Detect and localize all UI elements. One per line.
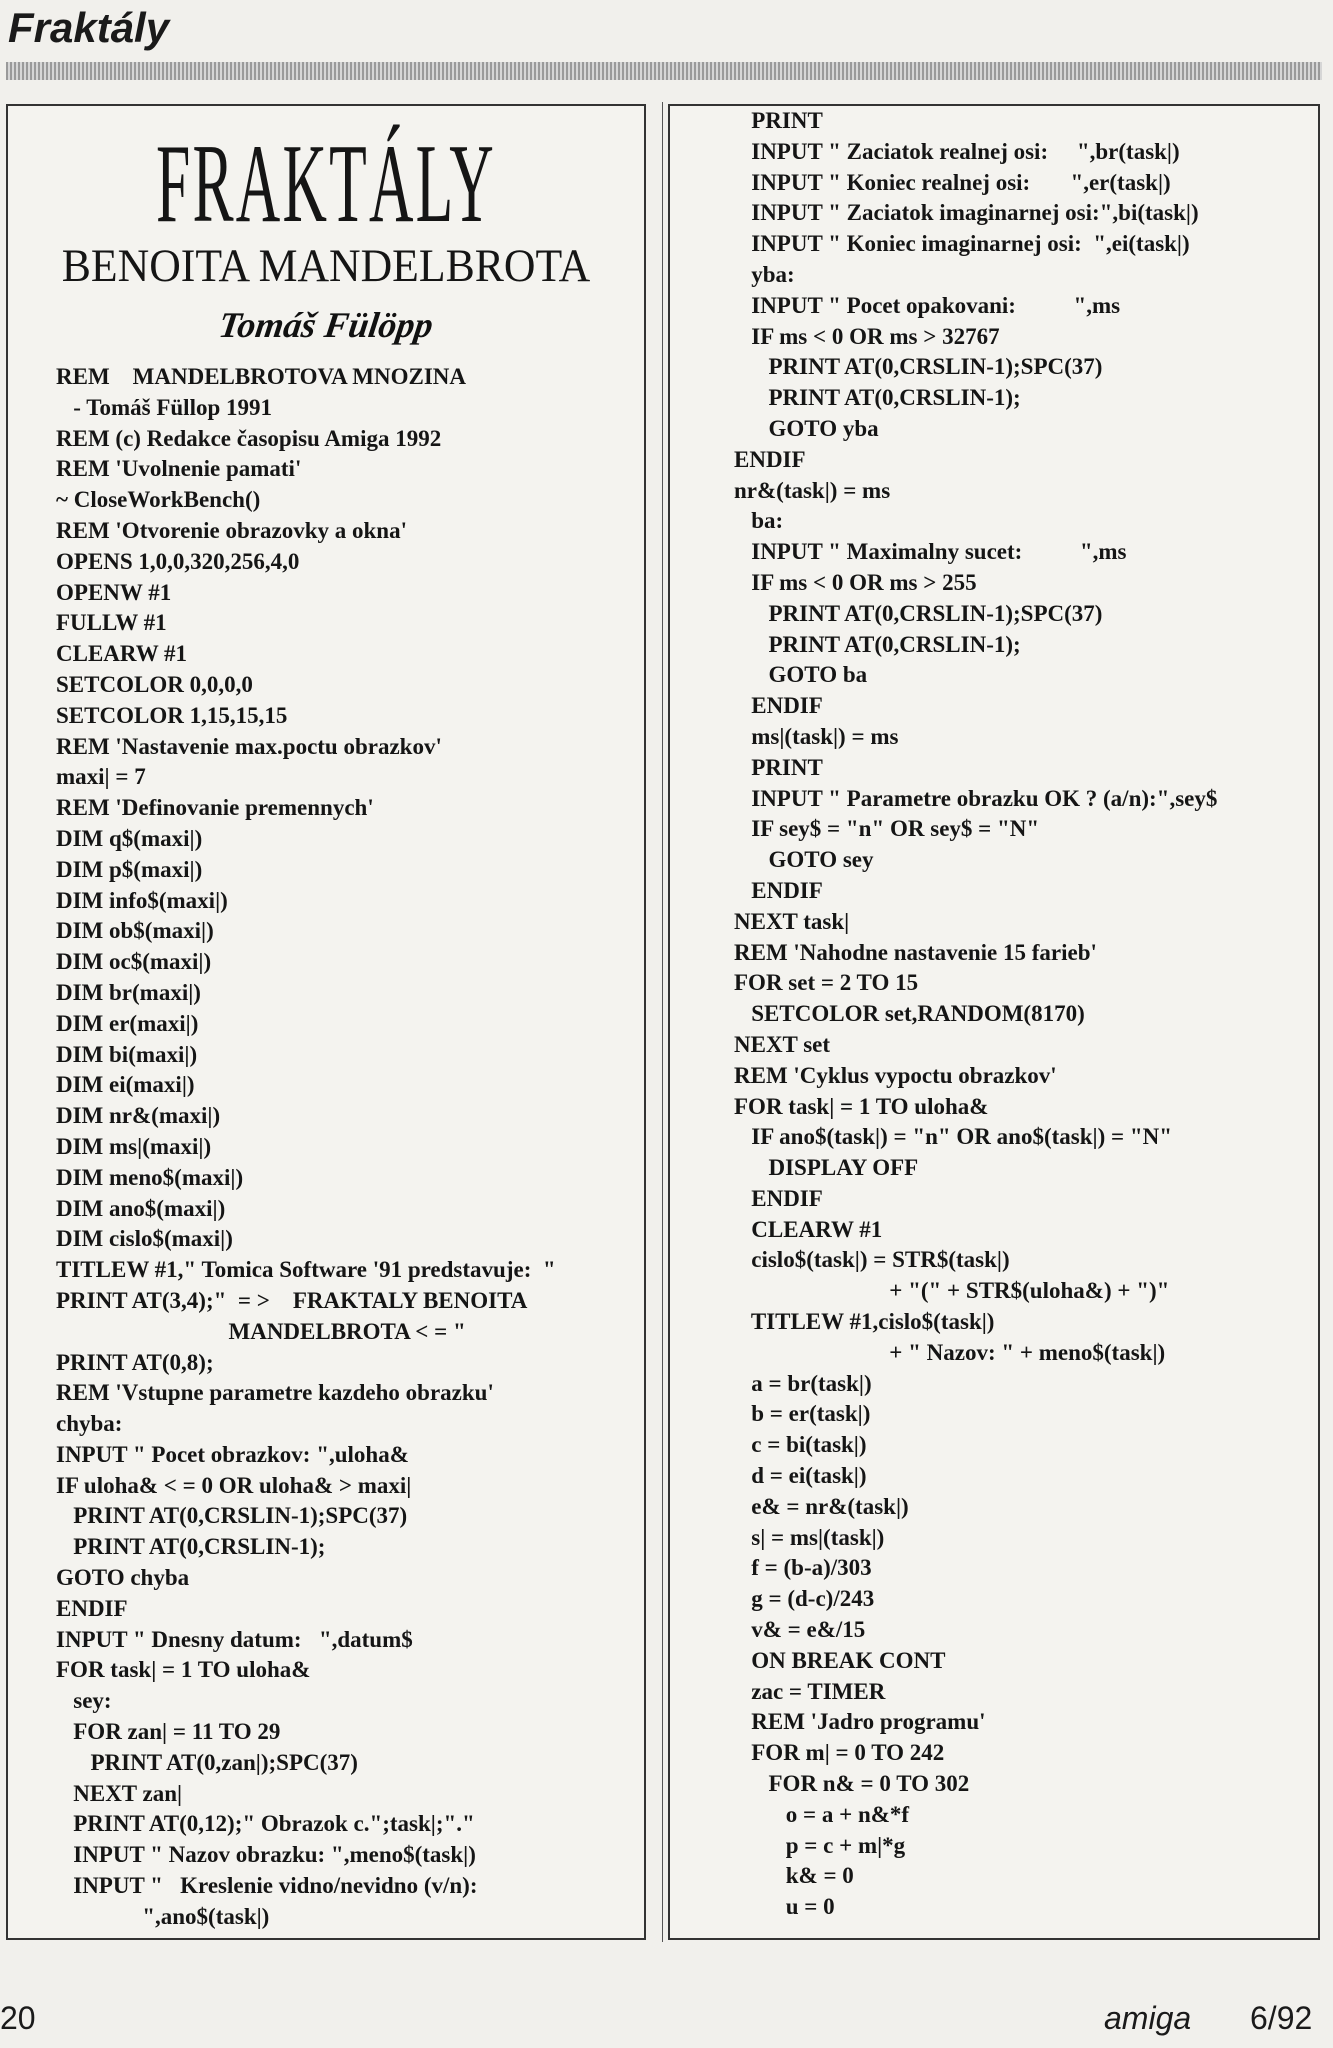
code-line: IF uloha& < = 0 OR uloha& > maxi| [56,1472,412,1498]
code-line: cislo$(task|) = STR$(task|) [734,1247,1010,1273]
code-line: DIM cislo$(maxi|) [56,1226,233,1252]
page-number: 20 [0,2000,36,2036]
code-line: INPUT " Pocet obrazkov: ",uloha& [56,1441,409,1467]
code-line: DIM nr&(maxi|) [56,1103,221,1129]
code-line: PRINT AT(0,zan|);SPC(37) [56,1749,358,1775]
code-line: DIM ano$(maxi|) [56,1195,226,1221]
code-line: ENDIF [734,693,823,719]
code-line: ENDIF [56,1595,128,1621]
code-line: MANDELBROTA < = " [56,1318,466,1344]
code-line: NEXT task| [734,908,850,934]
code-line: FOR zan| = 11 TO 29 [56,1719,281,1745]
code-line: REM 'Definovanie premennych' [56,795,374,821]
code-line: k& = 0 [734,1863,854,1889]
code-line: + "(" + STR$(uloha&) + ")" [734,1278,1170,1304]
code-line: PRINT AT(0,8); [56,1349,214,1375]
code-line: DIM info$(maxi|) [56,887,228,913]
footer-issue: 6/92 [1250,2000,1313,2036]
code-line: DIM meno$(maxi|) [56,1164,244,1190]
code-line: DIM ms|(maxi|) [56,1133,212,1159]
code-line: SETCOLOR set,RANDOM(8170) [734,1001,1085,1027]
code-line: chyba: [56,1411,123,1437]
code-line: - Tomáš Füllop 1991 [56,394,272,420]
code-line: g = (d-c)/243 [734,1586,875,1612]
code-line: ENDIF [734,877,823,903]
code-line: PRINT AT(0,CRSLIN-1);SPC(37) [734,600,1103,626]
code-line: FOR task| = 1 TO uloha& [56,1657,311,1683]
code-line: GOTO ba [734,662,868,688]
code-line: maxi| = 7 [56,764,146,790]
code-line: SETCOLOR 0,0,0,0 [56,671,253,697]
code-line: PRINT AT(0,CRSLIN-1);SPC(37) [56,1503,408,1529]
code-line: o = a + n&*f [734,1801,910,1827]
code-line: INPUT " Koniec imaginarnej osi: ",ei(task|) [734,231,1190,257]
code-line: PRINT AT(0,12);" Obrazok c.";task|;"." [56,1811,475,1837]
code-line: DISPLAY OFF [734,1155,919,1181]
code-line: REM 'Otvorenie obrazovky a okna' [56,517,407,543]
code-line: REM 'Uvolnenie pamati' [56,456,302,482]
code-line: ENDIF [734,1185,823,1211]
code-line: IF ano$(task|) = "n" OR ano$(task|) = "N" [734,1124,1172,1150]
code-line: c = bi(task|) [734,1432,867,1458]
code-line: DIM er(maxi|) [56,1010,199,1036]
code-line: INPUT " Maximalny sucet: ",ms [734,539,1127,565]
code-line: CLEARW #1 [734,1216,883,1242]
code-line: INPUT " Nazov obrazku: ",meno$(task|) [56,1842,476,1868]
left-column [6,104,646,1940]
code-line: OPENW #1 [56,579,172,605]
code-line: GOTO yba [734,415,879,441]
right-column [668,104,1320,1940]
page-header-title: Fraktály [8,4,170,51]
author-signature: Tomáš Fülöpp [216,305,436,345]
code-line: DIM ei(maxi|) [56,1072,195,1098]
code-line: TITLEW #1," Tomica Software '91 predstavuje: " [56,1257,556,1283]
code-line: FULLW #1 [56,610,167,636]
code-line: ms|(task|) = ms [734,723,899,749]
code-line: p = c + m|*g [734,1832,906,1858]
code-line: REM (c) Redakce časopisu Amiga 1992 [56,425,442,451]
code-line: TITLEW #1,cislo$(task|) [734,1309,995,1335]
code-line: ba: [734,508,784,534]
code-line: FOR m| = 0 TO 242 [734,1740,945,1766]
code-line: ",ano$(task|) [56,1903,270,1929]
code-line: v& = e&/15 [734,1617,866,1643]
code-line: CLEARW #1 [56,641,188,667]
code-line: s| = ms|(task|) [734,1524,885,1550]
code-line: INPUT " Koniec realnej osi: ",er(task|) [734,169,1171,195]
code-line: IF sey$ = "n" OR sey$ = "N" [734,816,1040,842]
code-line: b = er(task|) [734,1401,871,1427]
code-line: INPUT " Zaciatok realnej osi: ",br(task|) [734,138,1180,164]
code-line: INPUT " Parametre obrazku OK ? (a/n):",sey$ [734,785,1218,811]
code-line: PRINT AT(0,CRSLIN-1); [56,1534,326,1560]
code-line: INPUT " Kreslenie vidno/nevidno (v/n): [56,1873,478,1899]
code-line: f = (b-a)/303 [734,1555,872,1581]
code-line: SETCOLOR 1,15,15,15 [56,702,288,728]
article-subtitle: BENOITA MANDELBROTA [61,240,591,292]
code-line: PRINT AT(0,CRSLIN-1); [734,631,1021,657]
code-line: zac = TIMER [734,1678,886,1704]
code-line: INPUT " Zaciatok imaginarnej osi:",bi(task|) [734,200,1199,226]
code-line: + " Nazov: " + meno$(task|) [734,1339,1166,1365]
code-line: DIM ob$(maxi|) [56,918,214,944]
code-line: ON BREAK CONT [734,1647,946,1673]
header-rule [6,62,1322,80]
code-line: yba: [734,261,795,287]
code-line: d = ei(task|) [734,1463,867,1489]
code-line: REM 'Nastavenie max.poctu obrazkov' [56,733,442,759]
code-line: nr&(task|) = ms [734,477,891,503]
code-line: IF ms < 0 OR ms > 255 [734,569,977,595]
code-line: FOR set = 2 TO 15 [734,970,919,996]
article-title-block [8,122,644,350]
code-line: REM 'Nahodne nastavenie 15 farieb' [734,939,1097,965]
code-line: REM 'Jadro programu' [734,1709,986,1735]
code-line: ENDIF [734,446,806,472]
code-line: sey: [56,1688,112,1714]
code-line: INPUT " Pocet opakovani: ",ms [734,292,1121,318]
article-title: FRAKTÁLY [156,122,496,246]
code-line: DIM oc$(maxi|) [56,949,212,975]
code-line: REM 'Cyklus vypoctu obrazkov' [734,1062,1057,1088]
code-line: GOTO sey [734,847,874,873]
code-listing-right [670,106,1318,1923]
code-line: e& = nr&(task|) [734,1493,909,1519]
code-line: FOR task| = 1 TO uloha& [734,1093,989,1119]
code-line: DIM p$(maxi|) [56,856,203,882]
code-line: REM 'Vstupne parametre kazdeho obrazku' [56,1380,494,1406]
code-line: u = 0 [734,1894,835,1920]
code-line: DIM bi(maxi|) [56,1041,198,1067]
code-line: NEXT zan| [56,1780,183,1806]
code-line: REM MANDELBROTOVA MNOZINA [56,364,466,389]
code-line: FOR n& = 0 TO 302 [734,1771,970,1797]
code-line: GOTO chyba [56,1565,190,1591]
code-line: OPENS 1,0,0,320,256,4,0 [56,548,300,574]
footer-magazine-name: amiga [1104,2000,1192,2036]
code-line: PRINT AT(3,4);" = > FRAKTALY BENOITA [56,1287,528,1313]
code-line: ~ CloseWorkBench() [56,487,261,513]
code-listing-left [8,362,644,1933]
code-line: PRINT AT(0,CRSLIN-1); [734,385,1021,411]
code-line: PRINT [734,108,823,133]
code-line: PRINT [734,754,823,780]
code-line: DIM br(maxi|) [56,979,201,1005]
code-line: DIM q$(maxi|) [56,825,203,851]
code-line: INPUT " Dnesny datum: ",datum$ [56,1626,413,1652]
code-line: NEXT set [734,1031,831,1057]
code-line: PRINT AT(0,CRSLIN-1);SPC(37) [734,354,1103,380]
code-line: a = br(task|) [734,1370,872,1396]
code-line: IF ms < 0 OR ms > 32767 [734,323,1000,349]
